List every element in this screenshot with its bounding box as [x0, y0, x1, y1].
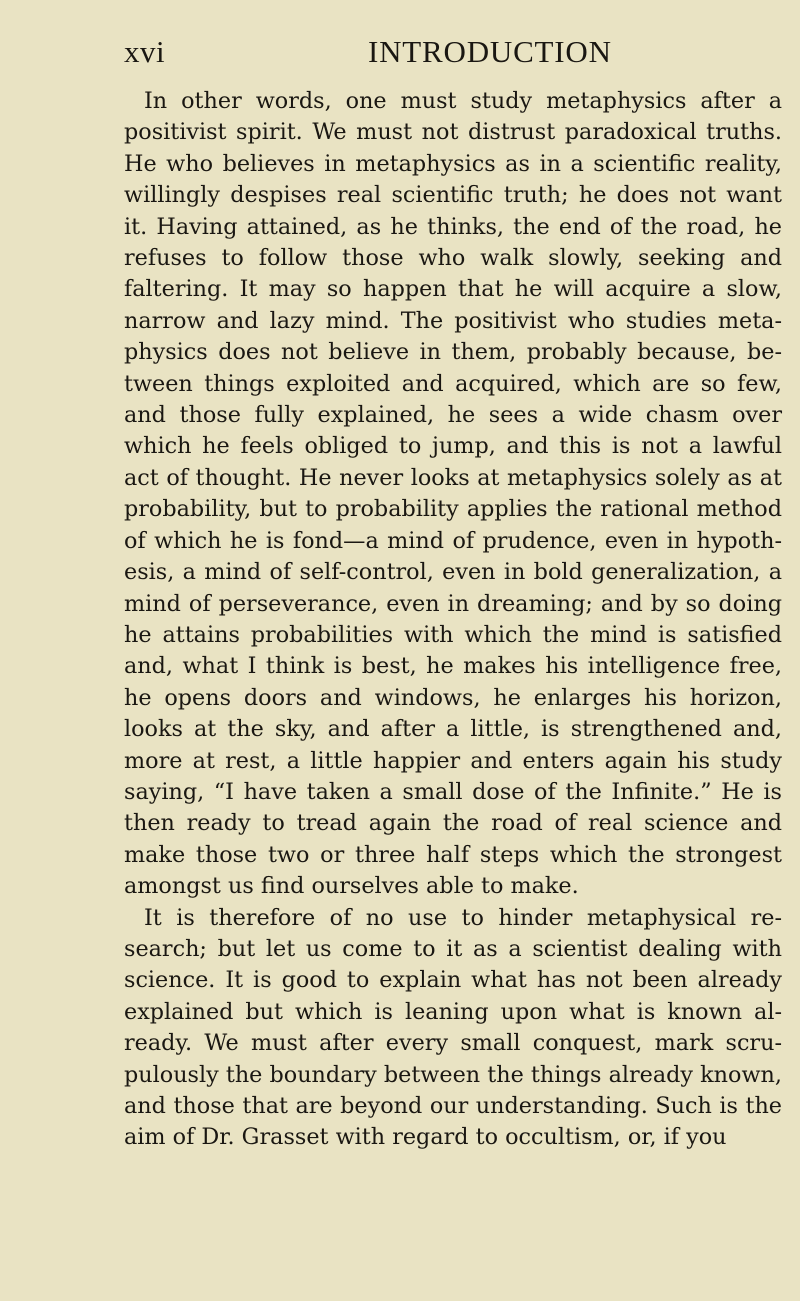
body-text: [124, 86, 782, 1154]
paragraph: It is therefore of no use to hinder metaphysical research; but let us come to it as a scientist dealing with science. It is good to explain what has not been already explained but which is leaning upon what is known already. We must after every small conquest, mark scrupulously the boundary between the things already known, and those that are beyond our understanding. Such is the aim of Dr. Grasset with regard to occultism, or, if you: [124, 904, 782, 1151]
running-head: INTRODUCTION: [368, 34, 612, 69]
paragraph: In other words, one must study metaphysics after a positivist spirit. We must not distrust paradoxical truths. He who believes in metaphysics as in a scientific reality, willingly despises real scientific truth; he does not want it. Having attained, as he thinks, the end of the road, he refuses to follow those who walk slowly, seeking and faltering. It may so happen that he will acquire a slow, narrow and lazy mind. The positivist who studies metaphysics does not believe in them, probably because, between things exploited and acquired, which are so few, and those fully explained, he sees a wide chasm over which he feels obliged to jump, and this is not a lawful act of thought. He never looks at metaphysics solely as at probability, but to probability applies the rational method of which he is fond—a mind of prudence, even in hypothesis, a mind of self-control, even in bold generalization, a mind of perseverance, even in dreaming; and by so doing he attains probabilities with which the mind is satisfied and, what I think is best, he makes his intelligence free, he opens doors and windows, he enlarges his horizon, looks at the sky, and after a little, is strengthened and, more at rest, a little happier and enters again his study saying, “I have taken a small dose of the Infinite.” He is then ready to tread again the road of real science and make those two or three half steps which the strongest amongst us find ourselves able to make.: [124, 88, 782, 900]
page-header: [124, 34, 784, 74]
page-number: xvi: [124, 34, 166, 69]
